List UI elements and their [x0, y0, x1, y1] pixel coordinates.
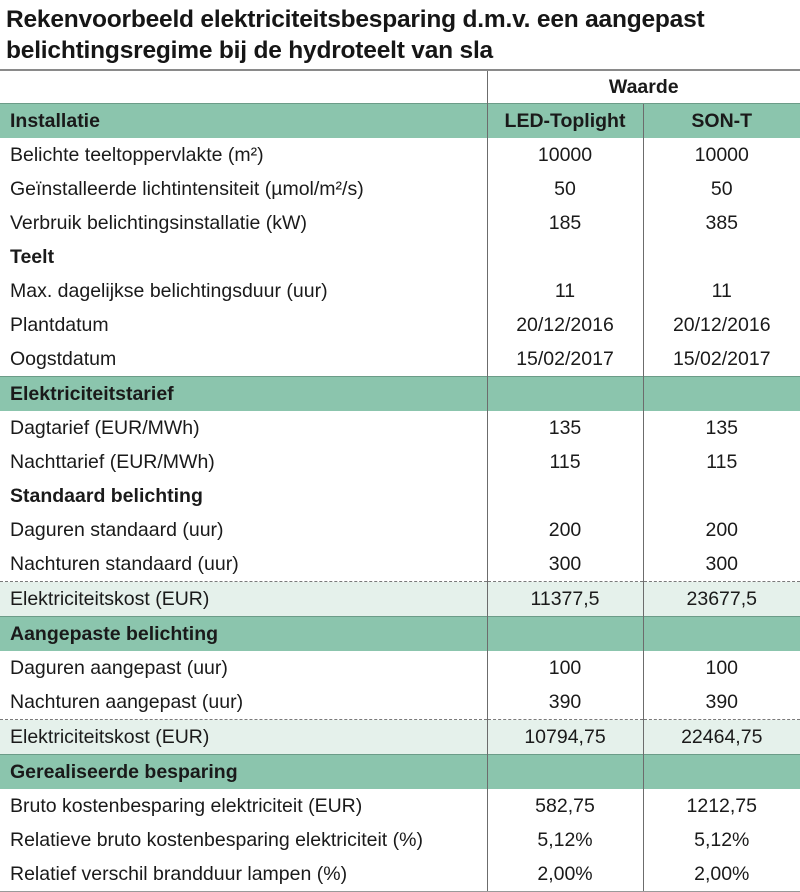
value-son-t: 385 [643, 206, 800, 240]
table-body [0, 71, 800, 892]
value-son-t: 5,12% [643, 823, 800, 857]
value-led-toplight: 185 [487, 206, 643, 240]
row-label: Max. dagelijkse belichtingsduur (uur) [10, 280, 328, 302]
table-row [0, 445, 800, 479]
value-led-toplight: LED-Toplight [487, 104, 643, 139]
row-label: Plantdatum [10, 314, 109, 336]
cost-row [0, 582, 800, 617]
row-label: Daguren standaard (uur) [10, 519, 224, 541]
table-row [0, 342, 800, 377]
row-label: Teelt [10, 246, 55, 268]
cost-row [0, 720, 800, 755]
value-led-toplight [487, 617, 643, 652]
value-son-t: 15/02/2017 [643, 342, 800, 377]
section-header-row [0, 755, 800, 790]
row-label: Dagtarief (EUR/MWh) [10, 417, 200, 439]
table-row [0, 411, 800, 445]
table-row [0, 308, 800, 342]
value-led-toplight: 2,00% [487, 857, 643, 892]
value-led-toplight: 390 [487, 685, 643, 720]
value-led-toplight: 300 [487, 547, 643, 582]
value-led-toplight: 135 [487, 411, 643, 445]
section-header-row [0, 617, 800, 652]
table-row [0, 206, 800, 240]
row-label: Aangepaste belichting [0, 617, 487, 652]
value-son-t: 390 [643, 685, 800, 720]
value-son-t: 10000 [643, 138, 800, 172]
value-led-toplight: 50 [487, 172, 643, 206]
value-son-t: 115 [643, 445, 800, 479]
section-header-row [0, 104, 800, 139]
header-waarde: Waarde [487, 71, 800, 104]
value-son-t: 135 [643, 411, 800, 445]
value-led-toplight: 115 [487, 445, 643, 479]
value-son-t: 2,00% [643, 857, 800, 892]
savings-table [0, 71, 800, 892]
value-led-toplight: 100 [487, 651, 643, 685]
value-led-toplight: 10794,75 [487, 720, 643, 755]
row-label: Standaard belichting [10, 485, 203, 507]
value-son-t: 100 [643, 651, 800, 685]
table-row [0, 685, 800, 720]
row-label: Geïnstalleerde lichtintensiteit (µmol/m²/s) [10, 178, 364, 200]
value-led-toplight: 10000 [487, 138, 643, 172]
value-son-t [643, 240, 800, 274]
value-son-t [643, 479, 800, 513]
value-son-t [643, 755, 800, 790]
header-row [0, 71, 800, 104]
value-led-toplight [487, 479, 643, 513]
row-label: Bruto kostenbesparing elektriciteit (EUR) [10, 795, 363, 817]
value-led-toplight: 11 [487, 274, 643, 308]
value-son-t: 20/12/2016 [643, 308, 800, 342]
row-label: Nachturen standaard (uur) [10, 553, 239, 575]
table-row [0, 857, 800, 892]
row-label: Daguren aangepast (uur) [10, 657, 228, 679]
value-led-toplight [487, 240, 643, 274]
value-son-t [643, 377, 800, 412]
table-row [0, 274, 800, 308]
subsection-row [0, 240, 800, 274]
header-empty-cell [0, 71, 487, 104]
row-label: Elektriciteitstarief [0, 377, 487, 412]
row-label: Relatieve bruto kostenbesparing elektriciteit (%) [10, 829, 423, 851]
value-son-t: 23677,5 [643, 582, 800, 617]
table-row [0, 138, 800, 172]
value-son-t: 11 [643, 274, 800, 308]
value-led-toplight: 20/12/2016 [487, 308, 643, 342]
value-led-toplight: 11377,5 [487, 582, 643, 617]
value-led-toplight: 582,75 [487, 789, 643, 823]
table-title: Rekenvoorbeeld elektriciteitsbesparing d.m.v. een aangepast belichtingsregime bij de hydroteelt van sla [6, 6, 705, 64]
value-son-t: 50 [643, 172, 800, 206]
table-row [0, 513, 800, 547]
value-led-toplight: 200 [487, 513, 643, 547]
row-label: Installatie [0, 104, 487, 139]
row-label: Relatief verschil brandduur lampen (%) [0, 857, 487, 892]
row-label: Elektriciteitskost (EUR) [0, 720, 487, 755]
row-label: Nachttarief (EUR/MWh) [10, 451, 215, 473]
row-label: Verbruik belichtingsinstallatie (kW) [10, 212, 307, 234]
row-label: Belichte teeltoppervlakte (m²) [10, 144, 264, 166]
table-row [0, 547, 800, 582]
value-son-t: 22464,75 [643, 720, 800, 755]
table-row [0, 172, 800, 206]
value-led-toplight [487, 377, 643, 412]
section-header-row [0, 377, 800, 412]
value-son-t: 300 [643, 547, 800, 582]
table-row [0, 651, 800, 685]
row-label: Nachturen aangepast (uur) [10, 691, 244, 713]
value-son-t [643, 617, 800, 652]
row-label: Oogstdatum [10, 348, 117, 370]
table-row [0, 789, 800, 823]
value-son-t: SON-T [643, 104, 800, 139]
value-son-t: 1212,75 [643, 789, 800, 823]
value-led-toplight [487, 755, 643, 790]
subsection-row [0, 479, 800, 513]
table-row [0, 823, 800, 857]
value-led-toplight: 5,12% [487, 823, 643, 857]
value-son-t: 200 [643, 513, 800, 547]
row-label: Elektriciteitskost (EUR) [0, 582, 487, 617]
row-label: Gerealiseerde besparing [0, 755, 487, 790]
value-led-toplight: 15/02/2017 [487, 342, 643, 377]
